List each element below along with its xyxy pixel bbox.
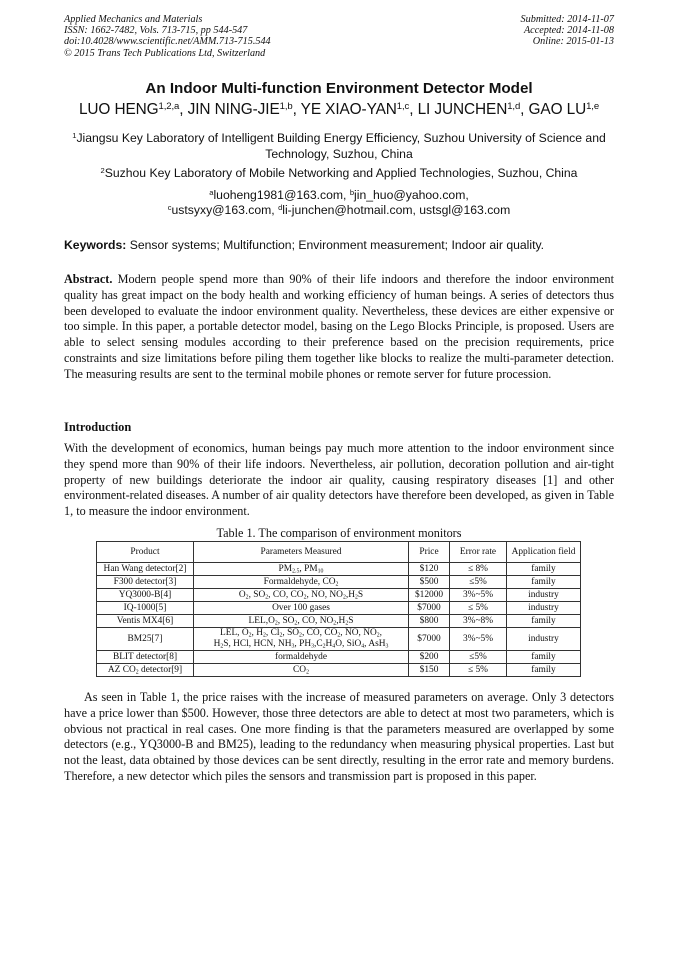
cell-parameters: formaldehyde [194,651,409,664]
journal-issn: ISSN: 1662-7482, Vols. 713-715, pp 544-547 [64,25,248,37]
cell-application-field: family [507,664,581,677]
affiliation-text: Suzhou Key Laboratory of Mobile Networking and Applied Technologies, Suzhou, China [104,166,578,180]
author-list: LUO HENG$^{1,2,a}$, JIN NING-JIE$^{1,b}$, YE XIAO-YAN$^{1,c}$, LI JUNCHEN$^{1,d}$, GAO LU$^{1,e}$ [78,100,600,118]
abstract-text: Modern people spend more than 90% of their life indoors and therefore the indoor environment quality has great impact on the body health and working efficiency of human beings. A series of detectors thus been developed to evaluate the indoor environment quality. Nevertheless, these devices are either expensive or too simple. In this paper, a portable detector model, basing on the Lego Blocks Principle, is proposed. Users are able to select sensing modules according to their preference based on the precision requirements, price constraints and size limitations before piling them together like blocks to realize the multi-parameter detection. The measuring results are sent to the terminal mobile phones or remote server for future procession. [64,272,615,381]
author-name: LI JUNCHEN [417,101,508,118]
cell-product: AZ $CO_2$ detector[9] [97,664,194,677]
cell-price: $120 [409,563,450,576]
table-row [97,602,581,615]
affiliation-sup: 2 [100,165,105,175]
cell-product: Han Wang detector[2] [97,563,194,576]
journal-name: Applied Mechanics and Materials [64,14,203,25]
online-date: Online: 2015-01-13 [532,36,614,48]
cell-product: F300 detector[3] [97,576,194,589]
cell-parameters: LEL, $O_2$, $H_2$, $Cl_2$, $SO_2$, CO, $CO_2$, NO, $NO_2$, $H_2S$, HCl, HCN, $NH_3$, $PH_3,C_2H_4O$, SiO$_4$, AsH$_3$ [194,628,409,651]
email-d: li-junchen@hotmail.com, [282,203,416,217]
cell-parameters: $PM_{2.5}$, $PM_{10}$ [194,563,409,576]
cell-price: $12000 [409,589,450,602]
cell-error-rate: ≤5% [450,651,507,664]
cell-application-field: family [507,651,581,664]
author-sup: 1,e [586,100,600,112]
table-header-row [97,542,581,563]
table-row [97,664,581,677]
cell-price: $7000 [409,602,450,615]
abstract-label: Abstract. [64,272,113,286]
author-emails [64,188,614,218]
cell-error-rate: 3%~5% [450,628,507,651]
paragraph-2: As seen in Table 1, the price raises with the increase of measured parameters on average. Only 3 detectors have a price lower than $500. However, those three detectors are able to detect at most two parameters, which is obvious not practical in real cases. One more finding is that the parameters measured are overlapped by some detectors (e.g., YQ3000-B and BM25), leading to the redundancy when measuring physical properties. Last but not the least, data obtained by those devices can be sent directly, resulting in the error rate and memory burdens. Therefore, a new detector which piles the sensors and transmission part is proposed in this paper. [64,690,614,783]
journal-doi: doi:10.4028/www.scientific.net/AMM.713-715.544 [64,36,271,48]
cell-application-field: family [507,576,581,589]
cell-error-rate: ≤ 8% [450,563,507,576]
cell-application-field: family [507,563,581,576]
email-c: ustsyxy@163.com, [171,203,275,217]
email-b: jin_huo@yahoo.com, [354,188,469,202]
cell-parameters: $CO_2$ [194,664,409,677]
keywords [64,238,614,252]
cell-application-field: industry [507,628,581,651]
submission-dates [521,14,614,48]
cell-product: BM25[7] [97,628,194,651]
header-application-field: Application field [507,542,581,563]
cell-price: $800 [409,615,450,628]
submitted-date: Submitted: 2014-11-07 [520,14,614,25]
table-row [97,615,581,628]
table-row [97,589,581,602]
keywords-text: Sensor systems; Multifunction; Environment measurement; Indoor air quality. [129,238,545,252]
email-a: luoheng1981@163.com, [213,188,347,202]
affiliation-1 [64,131,614,162]
author-name: GAO LU [528,101,587,118]
journal-info [64,14,271,59]
comparison-table [96,541,581,677]
cell-parameters: $LEL,O_2$, $SO_2$, CO, $NO_2,H_2S$ [194,615,409,628]
header-product: Product [97,542,194,563]
author-sup: 1,b [279,100,293,112]
header-error-rate: Error rate [450,542,507,563]
cell-parameters: Over 100 gases [194,602,409,615]
table-body [97,563,581,677]
cell-product: BLIT detector[8] [97,651,194,664]
cell-error-rate: ≤ 5% [450,602,507,615]
table-caption: Table 1. The comparison of environment monitors [216,526,462,540]
table-row [97,576,581,589]
author-sup: 1,d [507,100,521,112]
cell-price: $150 [409,664,450,677]
cell-product: YQ3000-B[4] [97,589,194,602]
author-name: YE XIAO-YAN [300,101,397,118]
introduction-heading: Introduction [64,420,132,434]
email-line-1: $^a$luoheng1981@163.com, $^b$jin_huo@yahoo.com, [209,187,469,202]
table-row [97,628,581,651]
cell-price: $7000 [409,628,450,651]
email-e: ustsgl@163.com [419,203,511,217]
cell-error-rate: ≤ 5% [450,664,507,677]
author-sup: 1,2,a [158,100,180,112]
header-parameters: Parameters Measured [194,542,409,563]
cell-error-rate: 3%~8% [450,615,507,628]
cell-price: $200 [409,651,450,664]
email-line-2: $^c$ustsyxy@163.com, $^d$li-junchen@hotmail.com, ustsgl@163.com [167,202,511,217]
keywords-label: Keywords: [64,238,127,252]
cell-product: Ventis MX4[6] [97,615,194,628]
cell-error-rate: ≤5% [450,576,507,589]
table-row [97,651,581,664]
cell-error-rate: 3%~5% [450,589,507,602]
affiliation-2 [64,166,614,182]
cell-parameters: $O_2$, $SO_2$, CO, $CO_2$, NO, $NO_2,H_2S$ [194,589,409,602]
cell-parameters: Formaldehyde, $CO_2$ [194,576,409,589]
introduction-text: With the development of economics, human beings pay much more attention to the indoor environment since they spend more than 90% of their life indoors. Nevertheless, air pollution, decoration pollution and air-tight property of new buildings deteriorate the indoor air quality, causing respiratory diseases [1] and other environment-related diseases. A number of air quality detectors have therefore been developed, as given in Table 1, to measure the indoor environment. [64,441,614,519]
affiliation-sup: 1 [72,130,77,140]
cell-product: IQ-1000[5] [97,602,194,615]
table-row [97,563,581,576]
journal-copyright: © 2015 Trans Tech Publications Ltd, Switzerland [64,47,266,59]
abstract [64,272,614,383]
cell-application-field: industry [507,602,581,615]
accepted-date: Accepted: 2014-11-08 [523,25,614,37]
paper-title: An Indoor Multi-function Environment Detector Model [145,80,533,97]
affiliation-text: Jiangsu Key Laboratory of Intelligent Building Energy Efficiency, Suzhou University of Science and Technology, Suzhou, China [76,131,606,161]
author-sup: 1,c [396,100,410,112]
author-name: JIN NING-JIE [187,101,280,118]
author-name: LUO HENG [78,101,159,118]
cell-application-field: family [507,615,581,628]
header-price: Price [409,542,450,563]
cell-price: $500 [409,576,450,589]
cell-application-field: industry [507,589,581,602]
